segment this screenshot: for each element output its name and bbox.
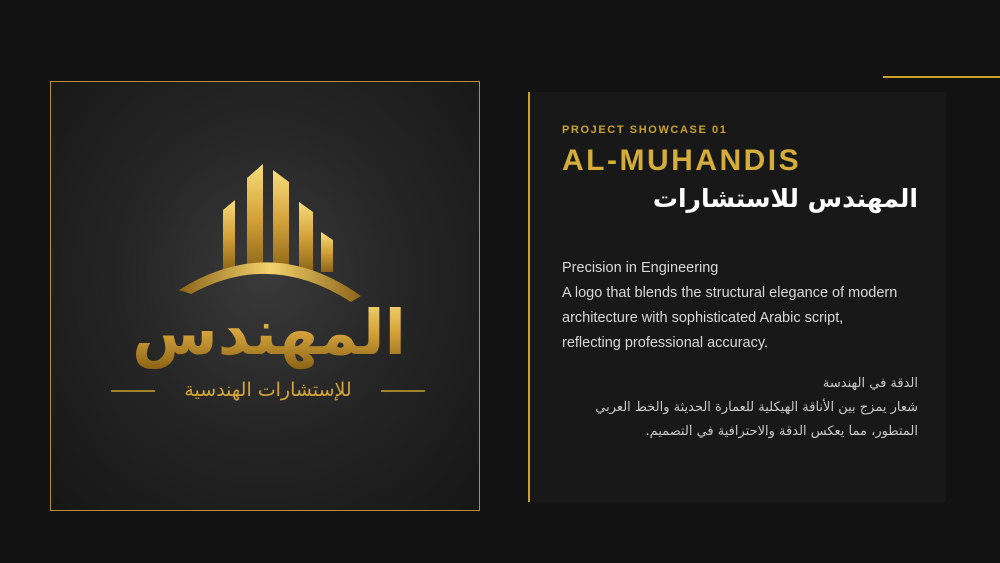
logo-graphic (51, 82, 480, 511)
logo-wordmark: المهندس (132, 296, 406, 369)
description-arabic-body: شعار يمزج بين الأناقة الهيكلية للعمارة الحديثة والخط العربي المتطور، مما يعكس الدقة والاحترافية في التصميم. (595, 400, 918, 439)
showcase-label: PROJECT SHOWCASE 01 (562, 124, 728, 136)
description-english (562, 256, 902, 356)
project-title-arabic: المهندس للاستشارات (652, 184, 918, 213)
top-accent-rule (883, 76, 1000, 78)
description-english-body: A logo that blends the structural elegance of modern architecture with sophisticated Arabic script, reflecting professional accuracy. (562, 285, 898, 351)
project-info-panel (528, 92, 946, 502)
logo-tagline: للإستشارات الهندسية (184, 379, 352, 401)
logo-image-frame (50, 81, 480, 511)
project-title-english: AL-MUHANDIS (562, 144, 802, 177)
description-arabic-heading: الدقة في الهندسة (822, 376, 918, 391)
description-arabic (568, 372, 918, 444)
building-towers (223, 164, 333, 272)
description-english-heading: Precision in Engineering (562, 260, 719, 276)
